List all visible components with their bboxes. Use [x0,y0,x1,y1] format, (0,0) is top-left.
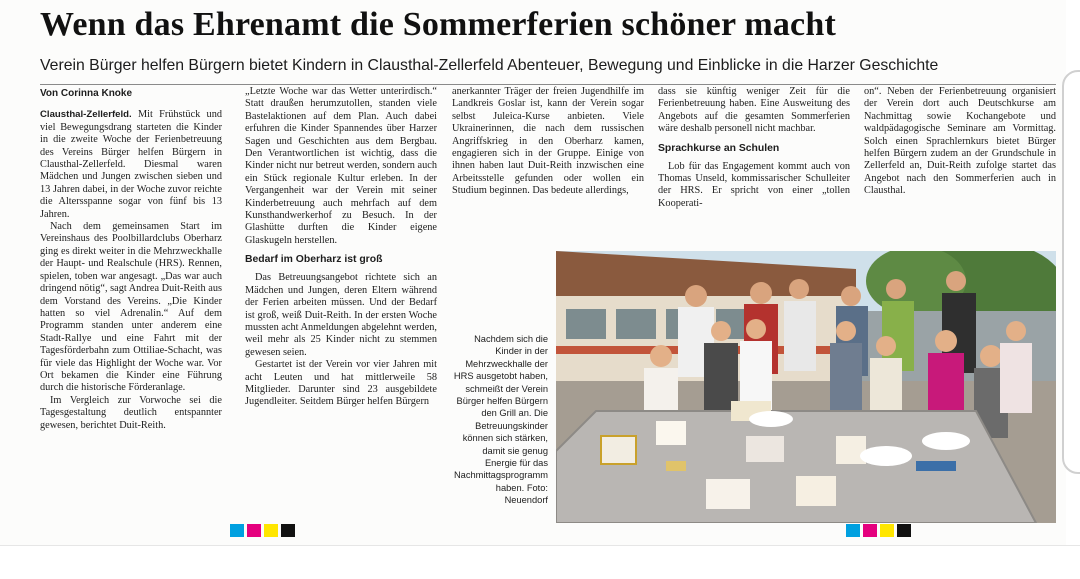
color-registration-marks-left [230,524,298,537]
paragraph: anerkannter Träger der freien Jugendhilfe im Landkreis Goslar ist, kann der Verein sogar selbst Juleica-Kurse anbieten. Viele Ukrainerinnen, die nach dem russischen Angriffskrieg in den Oberharz kamen, engagieren sich in der Gruppe. Einige von ihnen haben laut Duit-Reith inzwischen eine Arbeitsstelle gefunden oder wollen ein Studium beginnen. Das bedeute allerdings, [452,86,644,197]
headline-rule [40,84,1056,85]
color-swatch-yellow [264,524,278,537]
dateline: Clausthal-Zellerfeld. [40,109,132,121]
article-column-4 [658,86,850,242]
author-byline: Von Corinna Knoke [40,88,133,99]
paragraph [40,109,222,221]
paragraph-text: Mit Frühstück und viel Bewegungsdrang starteten die Kinder in die zweite Woche der Ferienbetreuung des Vereins Bürger helfen Bürgern in Clausthal-Zellerfeld. Diesmal waren Mädchen und Jungen zwischen sieben und 13 Jahren dabei, in der Woche zuvor reichte die Altersspanne sogar von fünf bis 13 Jahren. [40,109,222,220]
paragraph: on“. Neben der Ferienbetreuung organisiert der Verein dort auch Deutschkurse am Nachmittag sowie Kochangebote und waldpädagogische Seminare am Vormittag. Solch einen Sprachlernkurs bietet Bürger helfen Bürgern zudem an der Grundschule in Zellerfeld an, Duit-Reith zufolge startet das Angebot nach den Sommerferien auch in Clausthal. [864,86,1056,197]
paragraph: Im Vergleich zur Vorwoche sei die Tagesgestaltung deutlich entspannter gewesen, berichtet Duit-Reith. [40,394,222,431]
paragraph: Gestartet ist der Verein vor vier Jahren mit acht Leuten und hat mittlerweile 58 Mitglieder. Darunter sind 23 ausgebildete Jugendleiter. Seitdem Bürger helfen Bürgern [245,359,437,408]
scroll-edge-handle[interactable] [1062,70,1080,474]
paragraph: dass sie künftig weniger Zeit für die Ferienbetreuung haben. Eine Ausweitung des Angebots auf die gesamten Sommerferien wäre deshalb personell nicht machbar. [658,86,850,135]
subheadline: Verein Bürger helfen Bürgern bietet Kindern in Clausthal-Zellerfeld Abenteuer, Bewegung und Einblicke in die Harzer Geschichte [40,57,939,74]
color-swatch-yellow [880,524,894,537]
color-swatch-black [897,524,911,537]
article-column-2 [245,86,437,409]
group-photo-illustration [556,251,1056,523]
color-swatch-cyan [230,524,244,537]
subheading-language-courses: Sprachkurse an Schulen [658,142,780,154]
photo-caption [452,333,548,507]
paragraph: Das Betreuungsangebot richtete sich an Mädchen und Jungen, deren Eltern während der Ferien arbeiten müssen. Und der Bedarf ist groß, weiß Duit-Reith. In der ersten Woche mussten acht Anmeldungen abgelehnt werden, weil mehr als 25 Kinder nicht zu stemmen gewesen seien. [245,272,437,358]
paragraph: Nach dem gemeinsamen Start im Vereinshaus des Poolbillardclubs Oberharz ging es direkt weiter in die Mehrzweckhalle der Haupt- und Realschule (HRS). Rennen, spielen, toben war angesagt. „Das war auch dringend nötig“, sagt Andrea Duit-Reith aus dem Vorstand des Vereins. „Die Kinder hatten so viel Adrenalin.“ Auf dem Programm standen unter anderem eine Stadt-Rallye und eine Fahrt mit der Tagesförderbahn zum Ottiliae-Schacht, was für viele das Highlight der Woche war. Vor Ort bekamen die Kinder eine Führung durch die historische Förderanlage. [40,221,222,394]
bottom-margin [0,545,1080,579]
paragraph: Lob für das Engagement kommt auch von Thomas Unseld, kommissarischer Schulleiter der HRS. Er spricht von einer „tollen Kooperati- [658,160,850,209]
color-registration-marks-right [846,524,914,537]
subheading-demand: Bedarf im Oberharz ist groß [245,254,383,266]
color-swatch-magenta [247,524,261,537]
caption-text: Nachdem sich die Kinder in der Mehrzweckhalle der HRS ausgetobt haben, schmeißt der Verein Bürger helfen Bürgern den Grill an. Die Betreuungskinder können sich stärken, damit sie genug Energie für das Nachmittagsprogramm haben. [453,334,548,493]
article-column-3 [452,86,644,242]
article-column-1 [40,86,222,432]
article-column-5 [864,86,1056,242]
paragraph: „Letzte Woche war das Wetter unterirdisch.“ Statt draußen herumzutollen, standen viele Bastelaktionen auf dem Plan. Auch dabei erfuhren die Kinder Spannendes über Harzer Sagen und Geschichten aus dem Bergbau. Den Verantwortlichen ist wichtig, dass die Kinder nicht nur betreut werden, sondern auch ein Stück regionale Kultur erleben. In der Vergangenheit war der Verein mit seiner Kinderbetreuung auch mehrfach auf dem Kunsthandwerkerhof zu Besuch. In der Glashütte durften die Kinder eigene Glaskugeln herstellen. [245,86,437,246]
group-photo [556,251,1056,523]
headline: Wenn das Ehrenamt die Sommerferien schöner macht [40,6,836,43]
photo-credit: Foto: Neuendorf [504,482,548,506]
color-swatch-black [281,524,295,537]
color-swatch-cyan [846,524,860,537]
color-swatch-magenta [863,524,877,537]
